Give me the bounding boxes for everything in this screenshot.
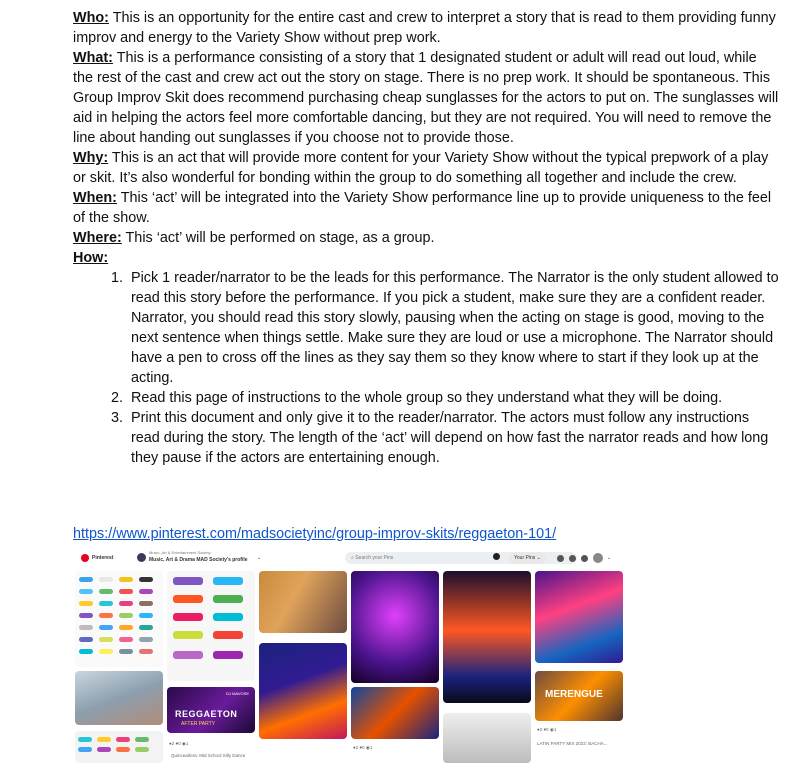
- pin-dance-floor[interactable]: [535, 571, 623, 663]
- section-how: [73, 248, 779, 268]
- profile-name: Music, Art & Drama MAD Society's profile: [149, 557, 248, 563]
- section-when: [73, 188, 779, 228]
- account-chevron-icon[interactable]: ⌄: [607, 555, 612, 561]
- who-text: This is an opportunity for the entire cast and crew to interpret a story that is read to them providing funny improv and energy to the Variety Show without prep work.: [73, 10, 776, 46]
- clear-search-icon[interactable]: [493, 553, 500, 560]
- filter-dropdown[interactable]: Your Pins ⌄: [509, 552, 546, 564]
- profile-small-label: Music, Art & Entertainment Society: [149, 550, 211, 555]
- section-what: [73, 48, 779, 148]
- flyer-badge: DJ MAVOSE: [226, 691, 249, 696]
- pin-lanterns-stage[interactable]: [443, 571, 531, 703]
- pin-stats: ●2 ♥0 ◉1: [169, 741, 189, 746]
- pin-women-sunglasses[interactable]: [259, 571, 347, 633]
- pin-sunglasses-pack[interactable]: [75, 731, 163, 763]
- section-where: [73, 228, 779, 248]
- step-item: 3. Print this document and only give it to the reader/narrator. The actors must follow any instructions read during the story. The length of the ‘act’ will depend on how fast the narrator reads and how long they pause if the actors are entertaining enough.: [127, 408, 779, 468]
- when-text: This ‘act’ will be integrated into the Variety Show performance line up to provide uniqueness to the feel of the show.: [73, 190, 772, 226]
- section-who: [73, 8, 779, 48]
- notifications-icon[interactable]: [557, 555, 564, 562]
- pinterest-logo-icon: [81, 554, 89, 562]
- pinterest-board-link[interactable]: https://www.pinterest.com/madsocietyinc/group-improv-skits/reggaeton-101/: [73, 526, 557, 542]
- search-icon: ⌕: [351, 555, 354, 561]
- updates-icon[interactable]: [581, 555, 588, 562]
- pin-merengue[interactable]: [535, 671, 623, 721]
- pin-caption: Quinceañera: Mid School Silly Dance: [171, 753, 246, 758]
- where-label: Where:: [73, 230, 122, 246]
- merengue-title: MERENGUE: [545, 689, 603, 700]
- profile-avatar: [137, 553, 146, 562]
- flyer-subtitle: AFTER PARTY: [181, 721, 215, 727]
- what-label: What:: [73, 50, 113, 66]
- pin-neon-singer[interactable]: [351, 571, 439, 683]
- how-label: How:: [73, 250, 109, 266]
- pin-stats: ●2 ♥0 ◉1: [537, 727, 557, 732]
- pin-stats: ●2 ♥0 ◉1: [353, 745, 373, 750]
- why-label: Why:: [73, 150, 109, 166]
- filter-label: Your Pins: [514, 555, 536, 561]
- section-why: [73, 148, 779, 188]
- pin-sunglasses-set[interactable]: [75, 571, 163, 667]
- account-avatar[interactable]: [593, 553, 603, 563]
- messages-icon[interactable]: [569, 555, 576, 562]
- flyer-title: REGGAETON: [175, 709, 238, 719]
- pinterest-header: [75, 547, 627, 569]
- pinterest-brand: Pinterest: [92, 555, 114, 561]
- pin-neon-dancers[interactable]: [259, 643, 347, 739]
- search-placeholder: Search your Pins: [355, 555, 394, 561]
- chevron-down-icon[interactable]: ⌄: [257, 555, 262, 561]
- who-label: Who:: [73, 10, 109, 26]
- what-text: This is a performance consisting of a story that 1 designated student or adult will read out loud, while the rest of the cast and crew act out the story on stage. There is no prep work. It should be spontaneous. This Group Improv Skit does recommend purchasing cheap sunglasses for the actors to put on. The sunglasses will aid in helping the actors feel more comfortable dancing, but they are not required. You will need to remove the line about handing out sunglasses if you choose not to provide those.: [73, 50, 779, 146]
- pin-neon-sunglasses[interactable]: [167, 571, 255, 681]
- pin-party-pair[interactable]: [351, 687, 439, 739]
- merengue-caption: LATIN PARTY MIX 2023: BACHA...: [537, 741, 608, 746]
- when-label: When:: [73, 190, 117, 206]
- step-item: 1. Pick 1 reader/narrator to be the leads for this performance. The Narrator is the only student allowed to read this story before the performance. If you pick a student, make sure they are a confident reader. Narrator, you should read this story slowly, pausing when the acting on stage is good, moving to the next sentence when things settle. Make sure they are loud or use a microphone. The Narrator should have a pen to cross off the lines as they say them so they know where to start if they look up at the acting.: [127, 268, 779, 388]
- pin-dance-crowd[interactable]: [75, 671, 163, 725]
- how-steps-list: [73, 268, 779, 468]
- step-item: 2. Read this page of instructions to the whole group so they understand what they will be doing.: [127, 388, 779, 408]
- document-body: [73, 8, 779, 468]
- pinterest-screenshot: [75, 547, 627, 763]
- why-text: This is an act that will provide more content for your Variety Show without the typical prepwork of a play or skit. It’s also wonderful for bonding within the group to do something all together and include the crew.: [73, 150, 769, 186]
- pin-dance-group[interactable]: [443, 713, 531, 763]
- where-text: This ‘act’ will be performed on stage, as a group.: [121, 230, 435, 246]
- pin-reggaeton-flyer[interactable]: [167, 687, 255, 733]
